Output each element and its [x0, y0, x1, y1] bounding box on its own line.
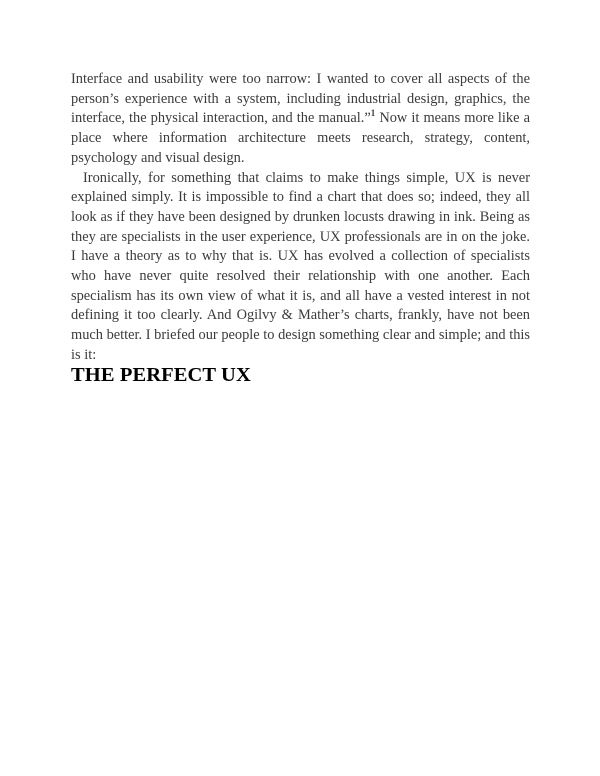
paragraph-ux-explained: Ironically, for something that claims to make things simple, UX is never explained simply. It is impossible to find a chart that does so; indeed, they all look as if they have been designed by drunken locusts drawing in ink. Being as they are specialists in the user experience, UX professionals are in on the joke. I have a theory as to why that is. UX has evolved a collection of specialists who have never quite resolved their relationship with one another. Each specialism has its own view of what it is, and all have a vested interest in not defining it too clearly. And Ogilvy & Mather’s charts, frankly, have not been much better. I briefed our people to design something clear and simple; and this is it: — [71, 169, 530, 363]
paragraph-text: Interface and usability were too narrow: I wanted to cover all aspects of the person’s experience with a system, including industrial design, graphics, the interface, the physical interaction, and the manual.” — [71, 71, 530, 127]
body-text — [71, 70, 530, 366]
footnote-marker[interactable]: 1 — [370, 107, 376, 118]
paragraph-quote-end — [71, 70, 530, 169]
paragraph-continuation: Now it means more like a place where information architecture meets research, strategy, content, psychology and visual design. — [71, 110, 530, 166]
section-heading: THE PERFECT UX — [71, 364, 251, 386]
